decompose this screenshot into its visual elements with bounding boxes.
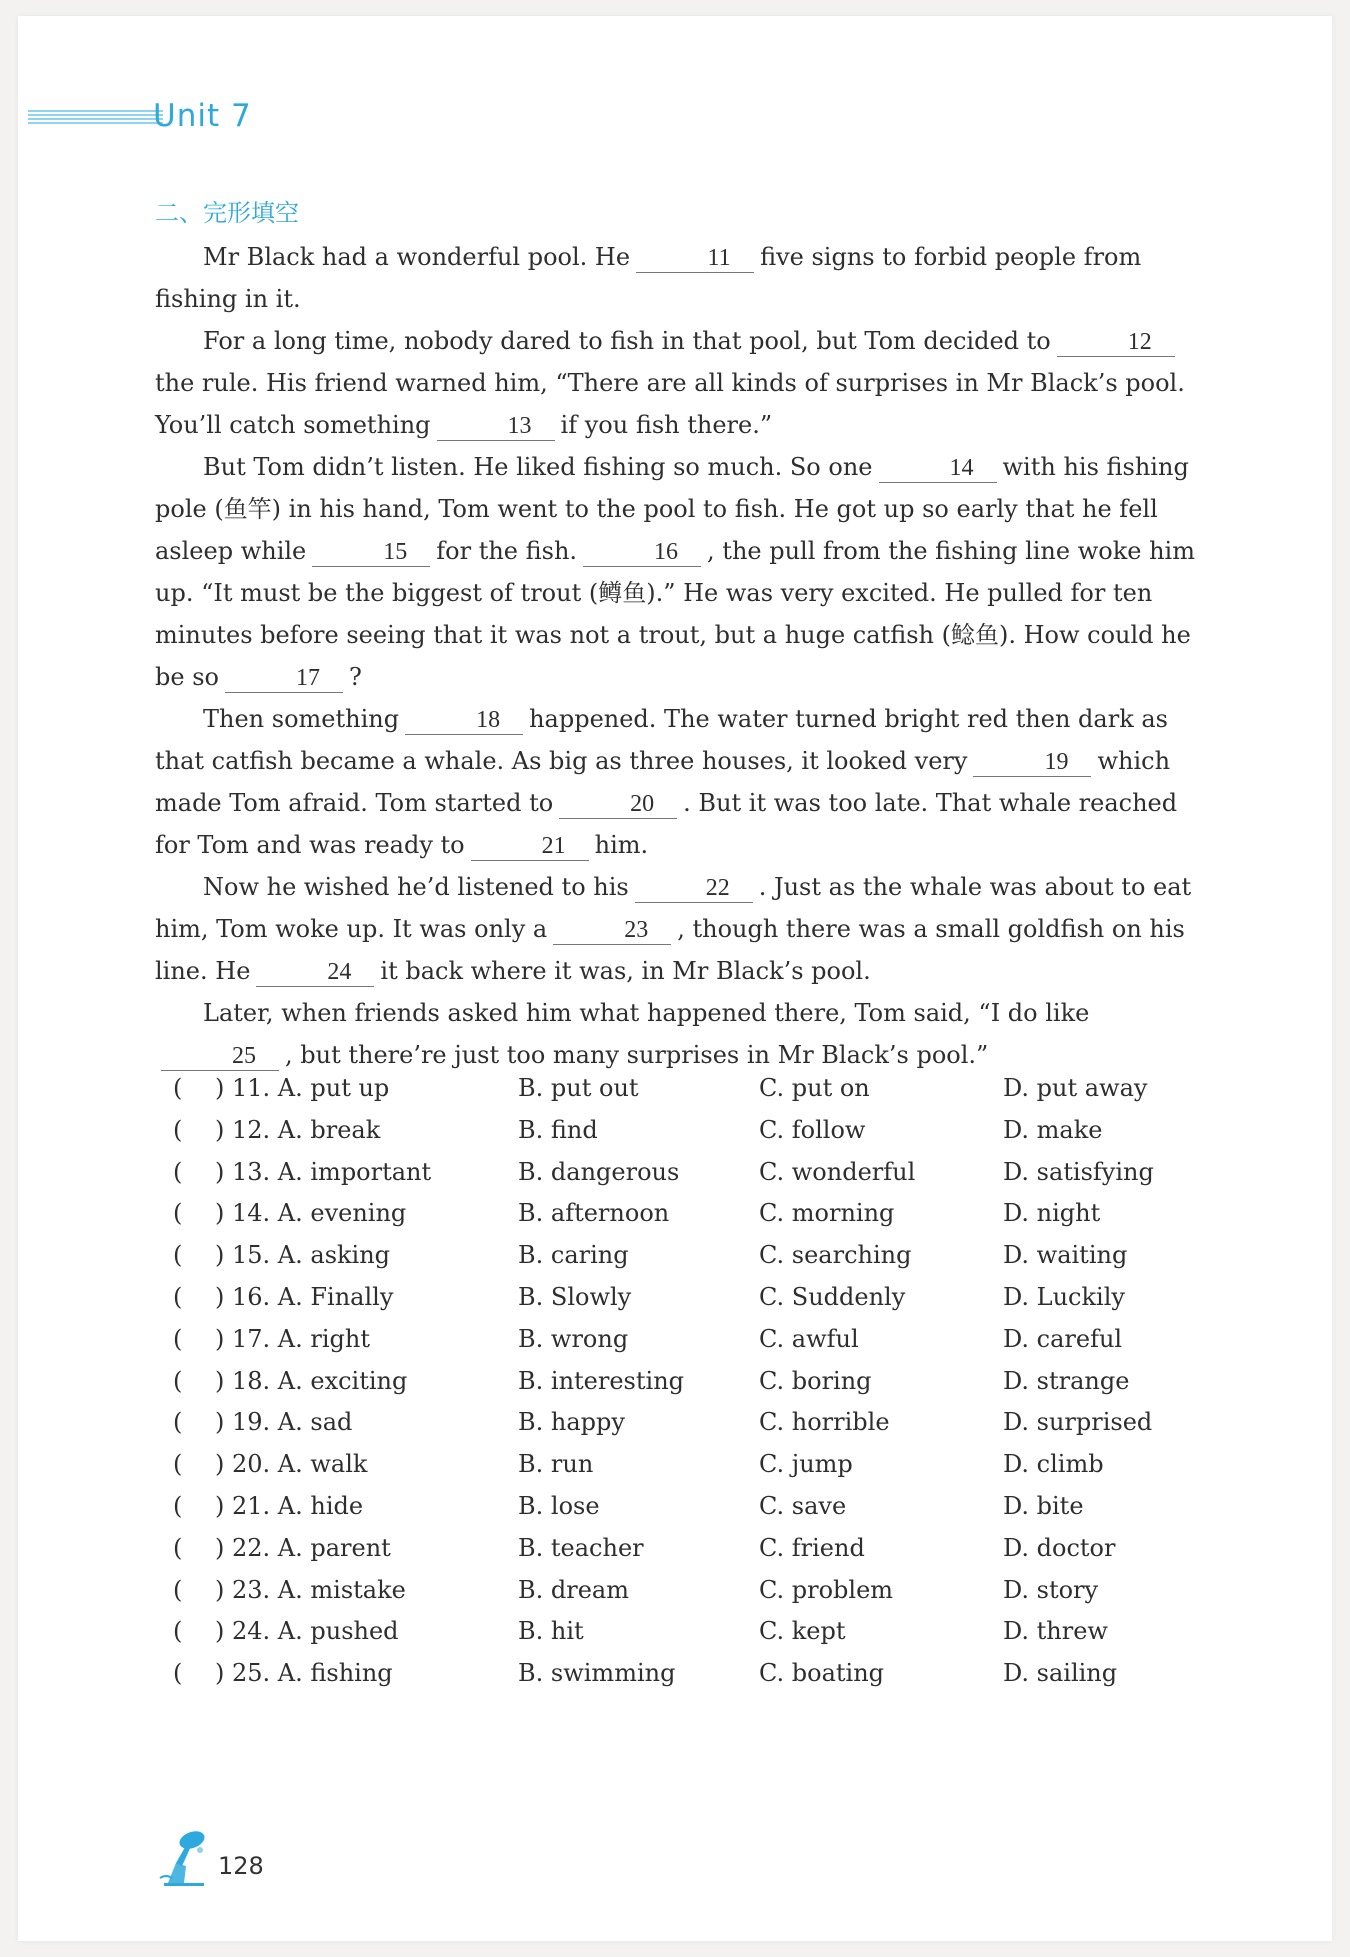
- passage-paragraph: [155, 446, 1205, 698]
- page-number: 128: [218, 1852, 264, 1880]
- passage-text: Later, when friends asked him what happened there, Tom said, “I do like: [203, 999, 1090, 1027]
- option-a[interactable]: ) 17. A. right: [215, 1324, 370, 1353]
- blank-22[interactable]: 22: [635, 874, 753, 903]
- option-b[interactable]: B. hit: [518, 1617, 584, 1646]
- passage-text: Mr Black had a wonderful pool. He: [203, 243, 631, 271]
- passage-text: ?: [348, 663, 362, 691]
- answer-paren[interactable]: (: [173, 1157, 183, 1186]
- section-title: 二、完形填空: [155, 199, 299, 227]
- blank-16[interactable]: 16: [583, 538, 701, 567]
- option-d[interactable]: D. sailing: [1003, 1659, 1118, 1688]
- cloze-passage: [155, 236, 1205, 1076]
- passage-text: For a long time, nobody dared to fish in that pool, but Tom decided to: [203, 327, 1051, 355]
- passage-paragraph: [155, 992, 1205, 1076]
- option-d[interactable]: D. satisfying: [1003, 1157, 1154, 1186]
- passage-text: . Just as the whale was about to eat him, Tom woke up. It was only a: [155, 873, 1192, 943]
- blank-18[interactable]: 18: [405, 706, 523, 735]
- answer-paren[interactable]: (: [173, 1241, 183, 1270]
- option-a[interactable]: ) 15. A. asking: [215, 1241, 391, 1270]
- blank-19[interactable]: 19: [973, 748, 1091, 777]
- blank-13[interactable]: 13: [437, 412, 555, 441]
- option-c[interactable]: C. boating: [759, 1659, 885, 1688]
- lamp-icon: [156, 1828, 212, 1888]
- passage-paragraph: [155, 320, 1205, 446]
- answer-paren[interactable]: (: [173, 1074, 183, 1102]
- passage-text: which made Tom afraid. Tom started to: [155, 747, 1171, 817]
- passage-text: , but there’re just too many surprises in Mr Black’s pool.”: [285, 1041, 989, 1069]
- blank-14[interactable]: 14: [879, 454, 997, 483]
- page: [18, 16, 1332, 1941]
- option-b[interactable]: B. put out: [518, 1074, 639, 1102]
- option-b[interactable]: B. run: [518, 1450, 594, 1479]
- answer-paren[interactable]: (: [173, 1450, 183, 1479]
- option-d[interactable]: D. night: [1003, 1199, 1101, 1228]
- option-c[interactable]: C. kept: [759, 1617, 846, 1646]
- option-d[interactable]: D. strange: [1003, 1366, 1130, 1395]
- blank-20[interactable]: 20: [559, 790, 677, 819]
- header-stripes: [28, 110, 163, 126]
- option-c[interactable]: C. searching: [759, 1241, 912, 1270]
- option-a[interactable]: ) 20. A. walk: [215, 1450, 368, 1479]
- blank-17[interactable]: 17: [225, 664, 343, 693]
- question-row: [155, 1534, 1215, 1576]
- passage-text: it back where it was, in Mr Black’s pool.: [380, 957, 871, 985]
- question-options: [155, 1074, 1215, 1701]
- option-c[interactable]: C. morning: [759, 1199, 895, 1228]
- option-c[interactable]: C. save: [759, 1491, 847, 1520]
- passage-text: But Tom didn’t listen. He liked fishing so much. So one: [203, 453, 873, 481]
- answer-paren[interactable]: (: [173, 1408, 183, 1437]
- answer-paren[interactable]: (: [173, 1491, 183, 1520]
- question-row: [155, 1325, 1215, 1367]
- option-d[interactable]: D. careful: [1003, 1324, 1123, 1353]
- question-row: [155, 1408, 1215, 1450]
- passage-paragraph: [155, 236, 1205, 320]
- option-c[interactable]: C. awful: [759, 1324, 859, 1353]
- passage-paragraph: [155, 866, 1205, 992]
- option-a[interactable]: ) 21. A. hide: [215, 1491, 364, 1520]
- option-b[interactable]: B. swimming: [518, 1659, 676, 1688]
- option-d[interactable]: D. threw: [1003, 1617, 1108, 1646]
- passage-text: happened. The water turned bright red then dark as that catfish became a whale. As big as three houses, it looked very: [155, 705, 1168, 775]
- blank-11[interactable]: 11: [636, 244, 754, 273]
- answer-paren[interactable]: (: [173, 1533, 183, 1562]
- question-row: [155, 1116, 1215, 1158]
- option-d[interactable]: D. Luckily: [1003, 1282, 1125, 1311]
- question-row: [155, 1367, 1215, 1409]
- option-b[interactable]: B. caring: [518, 1241, 629, 1270]
- option-c[interactable]: C. problem: [759, 1575, 894, 1604]
- option-b[interactable]: B. dangerous: [518, 1157, 680, 1186]
- question-row: [155, 1158, 1215, 1200]
- option-a[interactable]: ) 23. A. mistake: [215, 1575, 406, 1604]
- option-c[interactable]: C. jump: [759, 1450, 853, 1479]
- blank-24[interactable]: 24: [256, 958, 374, 987]
- passage-text: for the fish.: [436, 537, 578, 565]
- question-row: [155, 1576, 1215, 1618]
- option-d[interactable]: D. put away: [1003, 1074, 1148, 1102]
- answer-paren[interactable]: (: [173, 1659, 183, 1688]
- question-row: [155, 1617, 1215, 1659]
- question-row: [155, 1659, 1215, 1701]
- question-row: [155, 1450, 1215, 1492]
- answer-paren[interactable]: (: [173, 1366, 183, 1395]
- question-row: [155, 1074, 1215, 1116]
- option-a[interactable]: ) 25. A. fishing: [215, 1659, 393, 1688]
- passage-text: five signs to forbid people from fishing in it.: [155, 243, 1142, 313]
- option-a[interactable]: ) 19. A. sad: [215, 1408, 353, 1437]
- option-b[interactable]: B. teacher: [518, 1533, 644, 1562]
- passage-text: with his fishing pole (鱼竿) in his hand, Tom went to the pool to fish. He got up so early that he fell asleep while: [155, 453, 1189, 565]
- passage-text: the rule. His friend warned him, “There are all kinds of surprises in Mr Black’s pool. You’ll catch something: [155, 369, 1185, 439]
- option-a[interactable]: ) 13. A. important: [215, 1157, 432, 1186]
- option-c[interactable]: C. Suddenly: [759, 1282, 906, 1311]
- blank-25[interactable]: 25: [161, 1042, 279, 1071]
- answer-paren[interactable]: (: [173, 1282, 183, 1311]
- unit-header: [18, 98, 418, 138]
- option-b[interactable]: B. interesting: [518, 1366, 685, 1395]
- passage-text: him.: [594, 831, 649, 859]
- option-c[interactable]: C. horrible: [759, 1408, 890, 1437]
- option-a[interactable]: ) 18. A. exciting: [215, 1366, 408, 1395]
- option-b[interactable]: B. lose: [518, 1491, 600, 1520]
- option-d[interactable]: D. doctor: [1003, 1533, 1116, 1562]
- answer-paren[interactable]: (: [173, 1324, 183, 1353]
- option-b[interactable]: B. afternoon: [518, 1199, 670, 1228]
- option-d[interactable]: D. waiting: [1003, 1241, 1128, 1270]
- option-b[interactable]: B. dream: [518, 1575, 629, 1604]
- passage-text: Then something: [203, 705, 400, 733]
- option-d[interactable]: D. climb: [1003, 1450, 1104, 1479]
- passage-text: Now he wished he’d listened to his: [203, 873, 629, 901]
- option-c[interactable]: C. put on: [759, 1074, 870, 1102]
- option-a[interactable]: ) 14. A. evening: [215, 1199, 407, 1228]
- option-a[interactable]: ) 11. A. put up: [215, 1074, 390, 1102]
- option-b[interactable]: B. find: [518, 1115, 598, 1144]
- option-c[interactable]: C. friend: [759, 1533, 865, 1562]
- passage-text: , the pull from the fishing line woke him up. “It must be the biggest of trout (鳟鱼).” He was very excited. He pulled for ten minutes before seeing that it was not a trout, but a huge catfish (鲶鱼). How could he be so: [155, 537, 1195, 691]
- option-b[interactable]: B. happy: [518, 1408, 625, 1437]
- option-b[interactable]: B. wrong: [518, 1324, 629, 1353]
- blank-15[interactable]: 15: [312, 538, 430, 567]
- passage-paragraph: [155, 698, 1205, 866]
- option-d[interactable]: D. surprised: [1003, 1408, 1153, 1437]
- option-a[interactable]: ) 16. A. Finally: [215, 1282, 394, 1311]
- blank-21[interactable]: 21: [471, 832, 589, 861]
- passage-text: . But it was too late. That whale reached for Tom and was ready to: [155, 789, 1178, 859]
- question-row: [155, 1241, 1215, 1283]
- unit-title: Unit 7: [153, 98, 252, 134]
- blank-23[interactable]: 23: [553, 916, 671, 945]
- option-c[interactable]: C. follow: [759, 1115, 866, 1144]
- option-c[interactable]: C. boring: [759, 1366, 872, 1395]
- blank-12[interactable]: 12: [1057, 328, 1175, 357]
- answer-paren[interactable]: (: [173, 1617, 183, 1646]
- option-b[interactable]: B. Slowly: [518, 1282, 632, 1311]
- question-row: [155, 1283, 1215, 1325]
- option-d[interactable]: D. bite: [1003, 1491, 1084, 1520]
- question-row: [155, 1492, 1215, 1534]
- option-d[interactable]: D. story: [1003, 1575, 1099, 1604]
- option-d[interactable]: D. make: [1003, 1115, 1103, 1144]
- option-a[interactable]: ) 24. A. pushed: [215, 1617, 399, 1646]
- answer-paren[interactable]: (: [173, 1199, 183, 1228]
- passage-text: if you fish there.”: [560, 411, 773, 439]
- answer-paren[interactable]: (: [173, 1575, 183, 1604]
- passage-text: , though there was a small goldfish on his line. He: [155, 915, 1185, 985]
- option-c[interactable]: C. wonderful: [759, 1157, 916, 1186]
- answer-paren[interactable]: (: [173, 1115, 183, 1144]
- option-a[interactable]: ) 12. A. break: [215, 1115, 381, 1144]
- option-a[interactable]: ) 22. A. parent: [215, 1533, 391, 1562]
- question-row: [155, 1199, 1215, 1241]
